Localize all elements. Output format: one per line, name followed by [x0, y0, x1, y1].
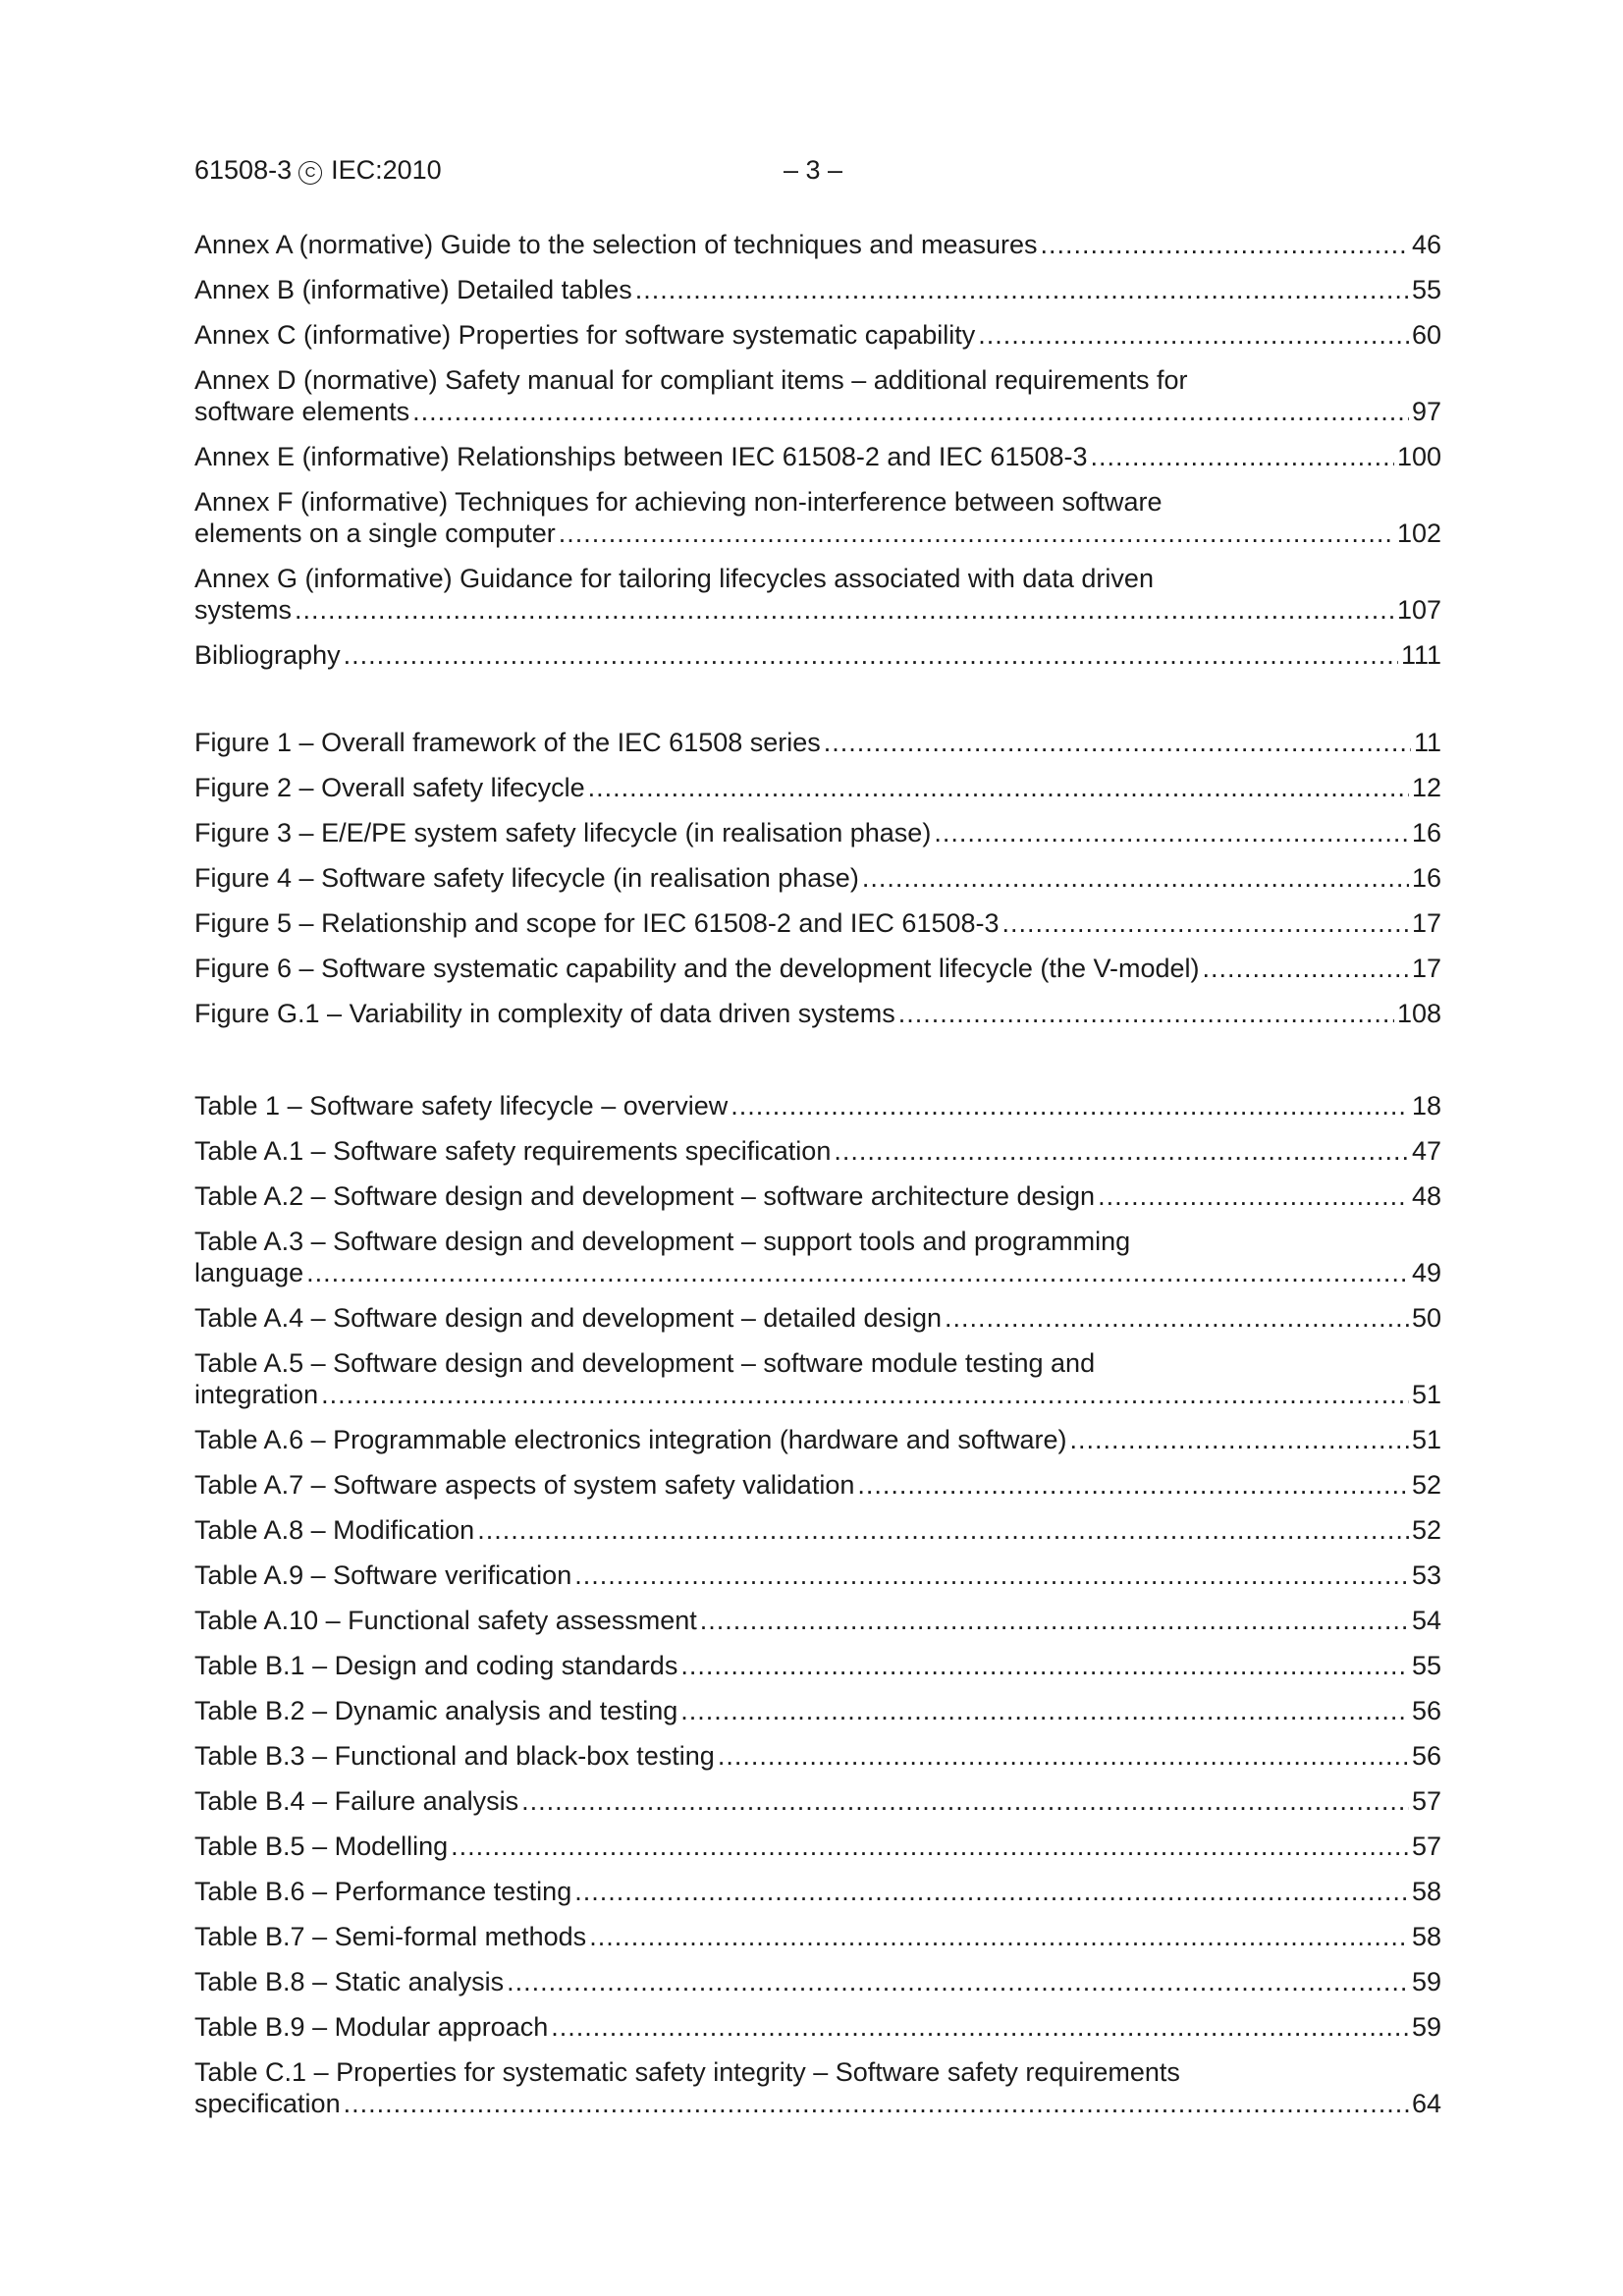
toc-entry-title: Table 1 – Software safety lifecycle – overview	[194, 1091, 729, 1121]
toc-page-number: 11	[1413, 728, 1441, 757]
dot-leader	[730, 1090, 1409, 1121]
dot-leader	[574, 1559, 1409, 1591]
toc-entry-title: Table A.5 – Software design and development – software module testing and	[194, 1348, 1096, 1378]
toc-page-number: 54	[1411, 1606, 1441, 1635]
toc-entry[interactable]	[194, 727, 1441, 772]
toc-entry-title: Table A.10 – Functional safety assessment	[194, 1606, 697, 1635]
toc-entry-title: Annex B (informative) Detailed tables	[194, 275, 632, 304]
toc-annexes	[194, 229, 1441, 684]
dot-leader	[1091, 441, 1394, 472]
document-identifier	[194, 155, 442, 186]
toc-entry[interactable]	[194, 1090, 1441, 1135]
toc-entry[interactable]	[194, 1514, 1441, 1559]
dot-leader	[898, 998, 1394, 1029]
toc-entry[interactable]	[194, 1559, 1441, 1605]
copyright-icon: C	[298, 161, 322, 185]
doc-number: 61508-3	[194, 155, 293, 185]
toc-page-number: 55	[1411, 1651, 1441, 1680]
toc-entry[interactable]	[194, 953, 1441, 998]
toc-entry-title: Annex C (informative) Properties for software systematic capability	[194, 320, 976, 350]
dot-leader	[824, 727, 1411, 758]
dot-leader	[477, 1514, 1409, 1546]
toc-entry-title: Table B.5 – Modelling	[194, 1831, 449, 1861]
toc-entry-title: Table C.1 – Properties for systematic safety integrity – Software safety requirements	[194, 2057, 1180, 2087]
dot-leader	[1002, 907, 1409, 939]
toc-page-number: 53	[1411, 1560, 1441, 1590]
toc-entry[interactable]	[194, 639, 1441, 684]
toc-page-number: 16	[1411, 863, 1441, 893]
toc-page-number: 46	[1411, 230, 1441, 259]
dot-leader	[295, 594, 1394, 626]
toc-page-number: 107	[1396, 595, 1441, 625]
toc-entry[interactable]	[194, 1785, 1441, 1831]
toc-entry[interactable]	[194, 2011, 1441, 2056]
toc-entry-continuation-line	[194, 1379, 1441, 1410]
toc-entry-title: Figure 6 – Software systematic capability and the development lifecycle (the V-model)	[194, 954, 1200, 983]
toc-entry[interactable]	[194, 1740, 1441, 1785]
toc-entry[interactable]	[194, 1347, 1441, 1424]
toc-entry[interactable]	[194, 1605, 1441, 1650]
toc-entry[interactable]	[194, 1469, 1441, 1514]
toc-entry[interactable]	[194, 772, 1441, 817]
toc-tables	[194, 1090, 1441, 2133]
toc-entry-title: Table A.7 – Software aspects of system safety validation	[194, 1470, 855, 1500]
toc-entry[interactable]	[194, 817, 1441, 862]
toc-entry-title: Figure 3 – E/E/PE system safety lifecycle (in realisation phase)	[194, 818, 932, 847]
toc-page-number: 59	[1411, 1967, 1441, 1996]
toc-entry[interactable]	[194, 1831, 1441, 1876]
dot-leader	[589, 1921, 1409, 1952]
toc-page-number: 52	[1411, 1515, 1441, 1545]
dot-leader	[507, 1966, 1409, 1997]
toc-page-number: 59	[1411, 2012, 1441, 2042]
toc-page-number: 100	[1396, 442, 1441, 471]
toc-page-number: 56	[1411, 1741, 1441, 1771]
dot-leader	[1203, 953, 1409, 984]
toc-entry-continuation-line	[194, 396, 1441, 427]
toc-entry-title: Table B.3 – Functional and black-box testing	[194, 1741, 715, 1771]
dot-leader	[978, 319, 1409, 351]
toc-entry-title: Table A.6 – Programmable electronics integration (hardware and software)	[194, 1425, 1067, 1454]
toc-page-number: 57	[1411, 1786, 1441, 1816]
toc-entry[interactable]	[194, 1921, 1441, 1966]
toc-entry-title-continuation: integration	[194, 1380, 319, 1409]
toc-entry[interactable]	[194, 998, 1441, 1043]
dot-leader	[521, 1785, 1409, 1817]
toc-entry[interactable]	[194, 862, 1441, 907]
dot-leader	[945, 1302, 1409, 1334]
toc-entry-title: Annex E (informative) Relationships between IEC 61508-2 and IEC 61508-3	[194, 442, 1088, 471]
toc-entry-title-continuation: elements on a single computer	[194, 519, 556, 548]
dot-leader	[857, 1469, 1409, 1501]
toc-entry[interactable]	[194, 1695, 1441, 1740]
toc-page-number: 102	[1396, 519, 1441, 548]
toc-entry[interactable]	[194, 2056, 1441, 2133]
toc-page-number: 48	[1411, 1181, 1441, 1211]
toc-page-number: 18	[1411, 1091, 1441, 1121]
toc-page-number: 52	[1411, 1470, 1441, 1500]
toc-page-number: 55	[1411, 275, 1441, 304]
toc-entry[interactable]	[194, 1966, 1441, 2011]
toc-entry-title: Annex A (normative) Guide to the selection of techniques and measures	[194, 230, 1038, 259]
toc-entry-continuation-line	[194, 518, 1441, 549]
toc-entry-title: Table B.9 – Modular approach	[194, 2012, 549, 2042]
toc-page-number: 57	[1411, 1831, 1441, 1861]
toc-entry-title: Table B.8 – Static analysis	[194, 1967, 505, 1996]
dot-leader	[574, 1876, 1409, 1907]
toc-entry-title: Table B.6 – Performance testing	[194, 1877, 572, 1906]
dot-leader	[680, 1650, 1409, 1681]
toc-entry-title-continuation: specification	[194, 2089, 341, 2118]
toc-entry[interactable]	[194, 441, 1441, 486]
toc-page-number: 17	[1411, 954, 1441, 983]
dot-leader	[551, 2011, 1409, 2043]
toc-entry-title: Table B.7 – Semi-formal methods	[194, 1922, 587, 1951]
dot-leader	[862, 862, 1409, 894]
toc-page-number: 47	[1411, 1136, 1441, 1166]
toc-entry[interactable]	[194, 1650, 1441, 1695]
page-header	[194, 155, 1441, 191]
toc-entry-title: Figure 1 – Overall framework of the IEC 61508 series	[194, 728, 821, 757]
toc-entry[interactable]	[194, 319, 1441, 364]
toc-entry-title: Bibliography	[194, 640, 341, 670]
toc-entry-title: Figure G.1 – Variability in complexity of data driven systems	[194, 999, 895, 1028]
toc-entry[interactable]	[194, 1302, 1441, 1347]
toc-page-number: 56	[1411, 1696, 1441, 1725]
dot-leader	[1098, 1180, 1409, 1212]
dot-leader	[635, 274, 1409, 305]
toc-entry[interactable]	[194, 274, 1441, 319]
toc-entry[interactable]	[194, 563, 1441, 639]
toc-page-number: 58	[1411, 1922, 1441, 1951]
dot-leader	[451, 1831, 1409, 1862]
toc-entry-title: Table A.8 – Modification	[194, 1515, 475, 1545]
toc-entry-title: Table A.1 – Software safety requirements specification	[194, 1136, 832, 1166]
dot-leader	[321, 1379, 1409, 1410]
toc-entry-title: Table A.4 – Software design and development – detailed design	[194, 1303, 943, 1333]
toc-entry-title-continuation: language	[194, 1258, 304, 1287]
toc-page-number: 58	[1411, 1877, 1441, 1906]
toc-entry-continuation-line	[194, 1257, 1441, 1288]
toc-entry-title: Figure 4 – Software safety lifecycle (in realisation phase)	[194, 863, 859, 893]
toc-entry[interactable]	[194, 1424, 1441, 1469]
toc-page-number: 16	[1411, 818, 1441, 847]
toc-entry-continuation-line	[194, 2088, 1441, 2119]
dot-leader	[306, 1257, 1409, 1288]
toc-entry-title: Annex F (informative) Techniques for achieving non-interference between software	[194, 487, 1163, 517]
toc-entry-continuation-line	[194, 594, 1441, 626]
toc-page-number: 97	[1411, 397, 1441, 426]
toc-entry-title: Table B.4 – Failure analysis	[194, 1786, 519, 1816]
toc-entry-title: Table A.3 – Software design and development – support tools and programming	[194, 1227, 1131, 1256]
dot-leader	[559, 518, 1394, 549]
toc-page-number: 49	[1411, 1258, 1441, 1287]
toc-entry[interactable]	[194, 1135, 1441, 1180]
toc-entry-title: Figure 5 – Relationship and scope for IEC 61508-2 and IEC 61508-3	[194, 908, 1000, 938]
dot-leader	[412, 396, 1409, 427]
toc-entry[interactable]	[194, 1226, 1441, 1302]
toc-entry[interactable]	[194, 907, 1441, 953]
toc-page-number: 51	[1411, 1380, 1441, 1409]
toc-entry-title: Annex G (informative) Guidance for tailoring lifecycles associated with data driven	[194, 564, 1154, 593]
toc-entry[interactable]	[194, 364, 1441, 441]
toc-entry-title: Table B.2 – Dynamic analysis and testing	[194, 1696, 678, 1725]
toc-page-number: 50	[1411, 1303, 1441, 1333]
dot-leader	[718, 1740, 1409, 1772]
dot-leader	[934, 817, 1409, 848]
toc-entry[interactable]	[194, 1876, 1441, 1921]
toc-entry-title-continuation: systems	[194, 595, 293, 625]
dot-leader	[680, 1695, 1409, 1726]
toc-page-number: 12	[1411, 773, 1441, 802]
toc-page-number: 64	[1411, 2089, 1441, 2118]
toc-entry-title: Table A.9 – Software verification	[194, 1560, 572, 1590]
dot-leader	[344, 2088, 1409, 2119]
dot-leader	[1069, 1424, 1408, 1455]
toc-page-number: 108	[1396, 999, 1441, 1028]
toc-page-number: 17	[1411, 908, 1441, 938]
dot-leader	[700, 1605, 1409, 1636]
toc-entry-title: Table A.2 – Software design and development – software architecture design	[194, 1181, 1096, 1211]
toc-entry-title-continuation: software elements	[194, 397, 410, 426]
toc-entry-title: Annex D (normative) Safety manual for compliant items – additional requirements for	[194, 365, 1188, 395]
toc-page-number: 51	[1411, 1425, 1441, 1454]
edition: IEC:2010	[331, 155, 442, 185]
toc-entry[interactable]	[194, 486, 1441, 563]
page-number: – 3 –	[784, 155, 843, 185]
dot-leader	[344, 639, 1398, 671]
dot-leader	[834, 1135, 1409, 1167]
toc-page-number: 60	[1411, 320, 1441, 350]
toc-page-number: 111	[1400, 640, 1441, 670]
dot-leader	[588, 772, 1409, 803]
toc-entry-title: Figure 2 – Overall safety lifecycle	[194, 773, 585, 802]
toc-entry[interactable]	[194, 1180, 1441, 1226]
dot-leader	[1041, 229, 1409, 260]
toc-entry-title: Table B.1 – Design and coding standards	[194, 1651, 678, 1680]
toc-figures	[194, 727, 1441, 1043]
toc-entry[interactable]	[194, 229, 1441, 274]
